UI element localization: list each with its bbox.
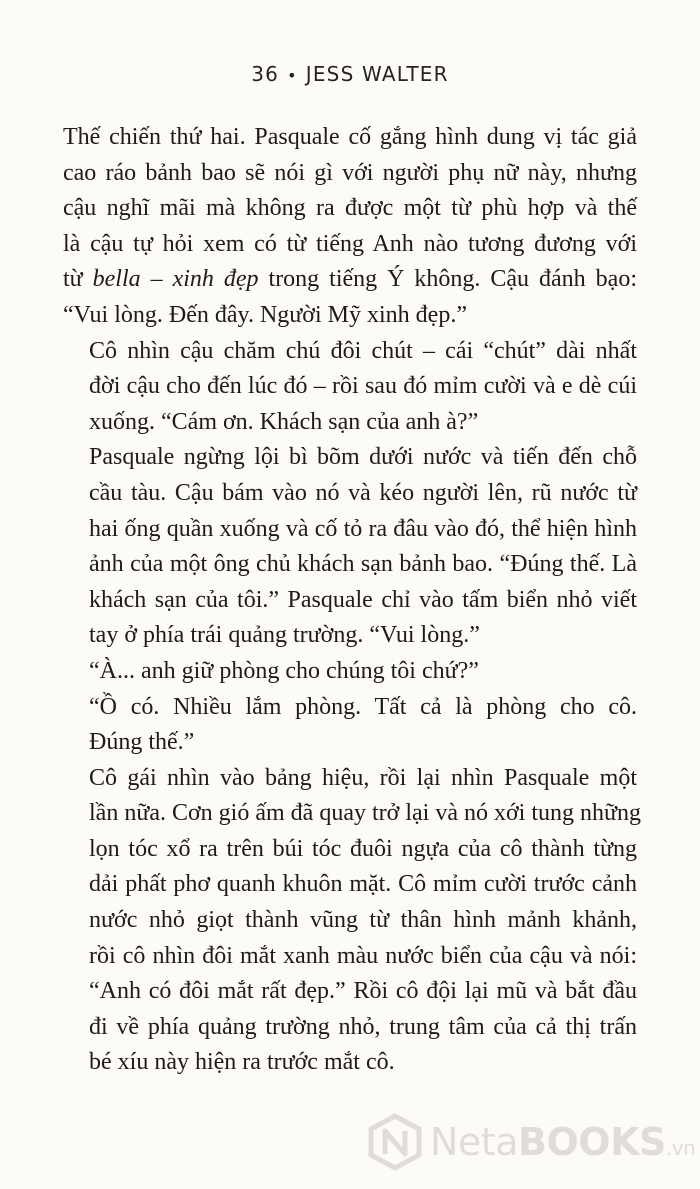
text-line: cao ráo bảnh bao sẽ nói gì với người phụ nữ này, nhưng [63, 159, 637, 186]
text-line: lọn tóc xổ ra trên búi tóc đuôi ngựa của cô thành từng [89, 835, 637, 862]
paragraph [63, 120, 637, 334]
text-line: Thế chiến thứ hai. Pasquale cố gắng hình dung vị tác giả [63, 124, 637, 150]
text-line: tay ở phía trái quảng trường. “Vui lòng.” [89, 622, 480, 649]
author-name: JESS WALTER [305, 62, 449, 86]
text-line: nước nhỏ giọt thành vũng từ thân hình mảnh khảnh, [89, 907, 637, 934]
text-line: hai ống quần xuống và cố tỏ ra đâu vào đó, thể hiện hình [89, 515, 637, 542]
text-line: “Ồ có. Nhiều lắm phòng. Tất cả là phòng cho cô. [89, 693, 637, 720]
text-line: “Vui lòng. Đến đây. Người Mỹ xinh đẹp.” [63, 301, 467, 328]
text-line: ảnh của một ông chủ khách sạn bảnh bao. “Đúng thế. Là [89, 551, 637, 578]
text-line: Cô gái nhìn vào bảng hiệu, rồi lại nhìn Pasquale một [89, 764, 637, 791]
watermark-text [430, 1120, 695, 1164]
watermark-brand-bold: BOOKS [518, 1120, 666, 1164]
running-head [0, 62, 700, 86]
netabooks-watermark [366, 1113, 695, 1171]
text-line: lần nữa. Cơn gió ấm đã quay trở lại và nó xới tung những [89, 800, 641, 827]
paragraph [63, 761, 641, 1081]
text-line: đi về phía quảng trường nhỏ, trung tâm của cả thị trấn [89, 1013, 637, 1040]
text-segment: trong tiếng Ý không. Cậu đánh bạo: [258, 266, 637, 293]
text-line [63, 262, 637, 298]
header-separator: • [287, 66, 298, 85]
watermark-brand-light: Neta [430, 1120, 518, 1164]
paragraph [63, 690, 637, 761]
text-line: bé xíu này hiện ra trước mắt cô. [89, 1049, 395, 1076]
text-segment: từ [63, 266, 93, 293]
text-line: rồi cô nhìn đôi mắt xanh màu nước biển của cậu và nói: [89, 942, 637, 969]
text-line: xuống. “Cám ơn. Khách sạn của anh à?” [89, 408, 479, 435]
text-line: đời cậu cho đến lúc đó – rồi sau đó mỉm cười và e dè cúi [89, 373, 637, 400]
paragraph [63, 654, 637, 690]
text-line: cầu tàu. Cậu bám vào nó và kéo người lên, rũ nước từ [89, 479, 637, 506]
text-line: khách sạn của tôi.” Pasquale chỉ vào tấm biển nhỏ viết [89, 586, 637, 613]
watermark-suffix: .vn [665, 1136, 696, 1160]
netabooks-logo-icon [366, 1113, 424, 1171]
page-number: 36 [251, 62, 280, 86]
text-line: “À... anh giữ phòng cho chúng tôi chứ?” [89, 657, 479, 684]
paragraph [63, 334, 637, 441]
paragraph [63, 440, 637, 654]
text-line: Pasquale ngừng lội bì bõm dưới nước và tiến đến chỗ [89, 444, 637, 471]
text-line: Cô nhìn cậu chăm chú đôi chút – cái “chút” dài nhất [89, 337, 637, 364]
text-line: dải phất phơ quanh khuôn mặt. Cô mỉm cười trước cảnh [89, 871, 637, 898]
italic-phrase: bella – xinh đẹp [92, 266, 259, 293]
text-line: “Anh có đôi mắt rất đẹp.” Rồi cô đội lại mũ và bắt đầu [89, 978, 637, 1005]
text-line: cậu nghĩ mãi mà không ra được một từ phù hợp và thế [63, 195, 637, 222]
text-line: là cậu tự hỏi xem có từ tiếng Anh nào tương đương với [63, 230, 637, 257]
body-text [63, 120, 641, 1081]
text-line: Đúng thế.” [89, 729, 195, 756]
